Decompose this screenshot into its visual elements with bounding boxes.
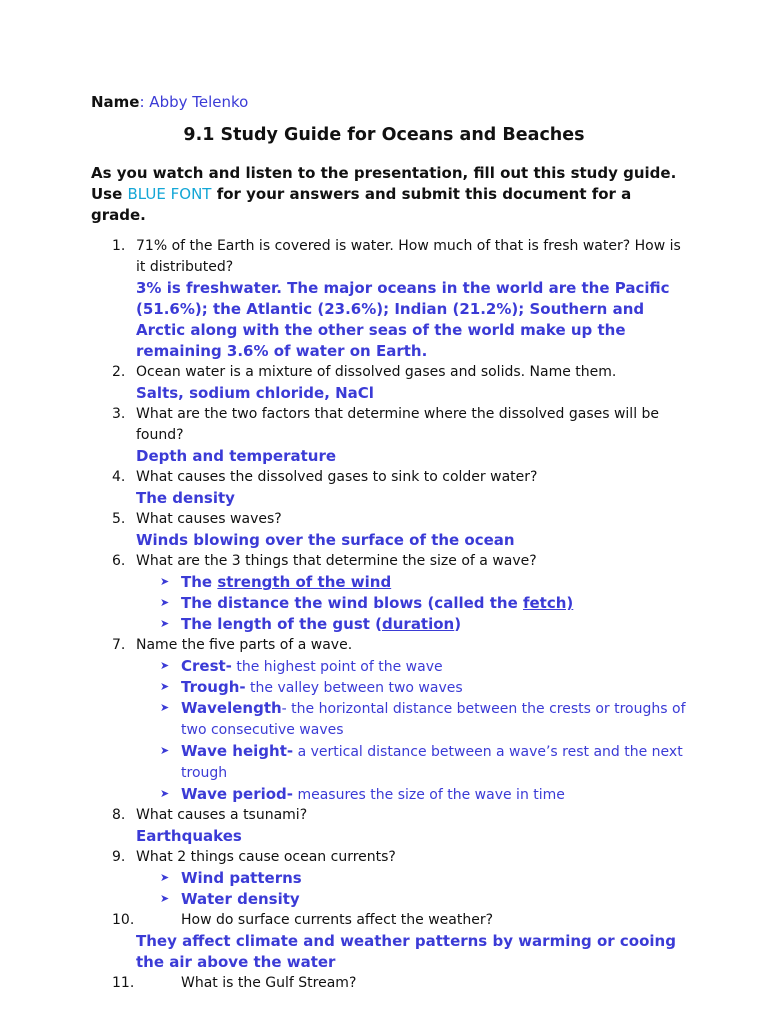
name-label: Name bbox=[91, 93, 140, 111]
question-text: 71% of the Earth is covered is water. How much of that is fresh water? How is it distributed? bbox=[136, 238, 681, 275]
answer-8: Earthquakes bbox=[136, 827, 242, 845]
bullet-text bbox=[181, 615, 461, 633]
name-value: : Abby Telenko bbox=[139, 93, 249, 111]
question-text: What causes a tsunami? bbox=[136, 807, 308, 823]
question-text: What causes the dissolved gases to sink to colder water? bbox=[136, 469, 538, 485]
answer-7-bullet-2 bbox=[0, 677, 768, 698]
question-number: 5. bbox=[112, 511, 126, 527]
bullet-text-underlined: fetch) bbox=[522, 594, 574, 612]
arrow-bullet-icon: ➤ bbox=[160, 596, 170, 609]
question-11 bbox=[0, 973, 768, 994]
bullet-text-pre: The distance the wind blows (called the bbox=[181, 594, 523, 612]
question-number: 4. bbox=[112, 469, 126, 485]
question-6 bbox=[0, 551, 768, 572]
answer-3: Depth and temperature bbox=[136, 447, 337, 465]
arrow-bullet-icon: ➤ bbox=[160, 575, 170, 588]
question-8 bbox=[0, 805, 768, 826]
question-2 bbox=[0, 362, 768, 383]
question-text: What are the two factors that determine where the dissolved gases will be found? bbox=[136, 406, 660, 443]
bullet-text-pre: The bbox=[181, 573, 218, 591]
wave-part-definition: the valley between two waves bbox=[245, 680, 463, 696]
answer-7-bullet-1 bbox=[0, 656, 768, 677]
bullet-text-pre: The length of the gust ( bbox=[181, 615, 382, 633]
question-text: How do surface currents affect the weather? bbox=[181, 912, 494, 928]
instructions-text-2: for your answers and submit this document for a grade. bbox=[91, 185, 632, 224]
question-text: Name the five parts of a wave. bbox=[136, 637, 353, 653]
page-title: 9.1 Study Guide for Oceans and Beaches bbox=[183, 125, 585, 145]
question-number: 3. bbox=[112, 406, 126, 422]
question-number: 2. bbox=[112, 364, 126, 380]
question-text: What 2 things cause ocean currents? bbox=[136, 849, 396, 865]
answer-9-bullet-1 bbox=[0, 868, 768, 889]
arrow-bullet-icon: ➤ bbox=[160, 871, 170, 884]
instructions-text-1: As you watch and listen to the presentation, fill out this study guide. Use bbox=[91, 164, 677, 203]
question-list bbox=[0, 236, 768, 994]
arrow-bullet-icon: ➤ bbox=[160, 617, 170, 630]
question-text: Ocean water is a mixture of dissolved gases and solids. Name them. bbox=[136, 364, 617, 380]
arrow-bullet-icon: ➤ bbox=[160, 659, 170, 672]
question-number: 11. bbox=[112, 975, 135, 991]
answer-7-bullet-5 bbox=[0, 784, 768, 805]
answer-7-bullet-3 bbox=[0, 698, 768, 741]
bullet-text-underlined: strength of the wind bbox=[217, 573, 392, 591]
question-7 bbox=[0, 635, 768, 656]
question-number: 1. bbox=[112, 238, 126, 254]
arrow-bullet-icon: ➤ bbox=[160, 892, 170, 905]
bullet-text bbox=[181, 573, 391, 591]
bullet-text-post: ) bbox=[454, 615, 462, 633]
question-number: 7. bbox=[112, 637, 126, 653]
answer-6-bullet-3 bbox=[0, 614, 768, 635]
answer-7-bullet-4 bbox=[0, 741, 768, 784]
question-number: 9. bbox=[112, 849, 126, 865]
wave-part-term: Wave period- bbox=[181, 785, 294, 803]
question-text: What is the Gulf Stream? bbox=[181, 975, 357, 991]
question-4 bbox=[0, 467, 768, 488]
wave-part-definition: - the horizontal distance between the crests or troughs of two consecutive waves bbox=[181, 701, 686, 738]
question-1 bbox=[0, 236, 768, 278]
wave-part-term: Crest- bbox=[181, 657, 232, 675]
bullet-text: Wind patterns bbox=[181, 869, 302, 887]
arrow-bullet-icon: ➤ bbox=[160, 787, 170, 800]
answer-9-bullet-2 bbox=[0, 889, 768, 910]
instructions-highlight: BLUE FONT bbox=[127, 185, 212, 203]
answer-1: 3% is freshwater. The major oceans in the world are the Pacific (51.6%); the Atlantic (23.6%); Indian (21.2%); Southern and Arctic along with the other seas of the world make up the remaining 3.6% of water on Earth. bbox=[136, 279, 670, 360]
student-name bbox=[91, 93, 248, 111]
question-5 bbox=[0, 509, 768, 530]
question-number: 8. bbox=[112, 807, 126, 823]
wave-part-term: Trough- bbox=[181, 678, 246, 696]
instructions bbox=[91, 163, 681, 226]
question-number: 6. bbox=[112, 553, 126, 569]
question-text: What causes waves? bbox=[136, 511, 282, 527]
arrow-bullet-icon: ➤ bbox=[160, 680, 170, 693]
wave-part-term: Wavelength bbox=[181, 699, 282, 717]
answer-4: The density bbox=[136, 489, 235, 507]
wave-part-definition: measures the size of the wave in time bbox=[293, 787, 565, 803]
question-10 bbox=[0, 910, 768, 931]
question-number: 10. bbox=[112, 912, 135, 928]
wave-part-term: Wave height- bbox=[181, 742, 294, 760]
bullet-text-underlined: duration bbox=[382, 615, 455, 633]
question-9 bbox=[0, 847, 768, 868]
answer-10: They affect climate and weather patterns by warming or cooing the air above the water bbox=[136, 932, 676, 971]
answer-6-bullet-2 bbox=[0, 593, 768, 614]
arrow-bullet-icon: ➤ bbox=[160, 744, 170, 757]
wave-part-definition: the highest point of the wave bbox=[231, 659, 443, 675]
answer-6-bullet-1 bbox=[0, 572, 768, 593]
bullet-text: Water density bbox=[181, 890, 300, 908]
bullet-text bbox=[181, 594, 573, 612]
question-text: What are the 3 things that determine the size of a wave? bbox=[136, 553, 537, 569]
answer-5: Winds blowing over the surface of the ocean bbox=[136, 531, 515, 549]
answer-2: Salts, sodium chloride, NaCl bbox=[136, 384, 374, 402]
question-3 bbox=[0, 404, 768, 446]
arrow-bullet-icon: ➤ bbox=[160, 701, 170, 714]
wave-part-definition: a vertical distance between a wave’s rest and the next trough bbox=[181, 744, 683, 781]
